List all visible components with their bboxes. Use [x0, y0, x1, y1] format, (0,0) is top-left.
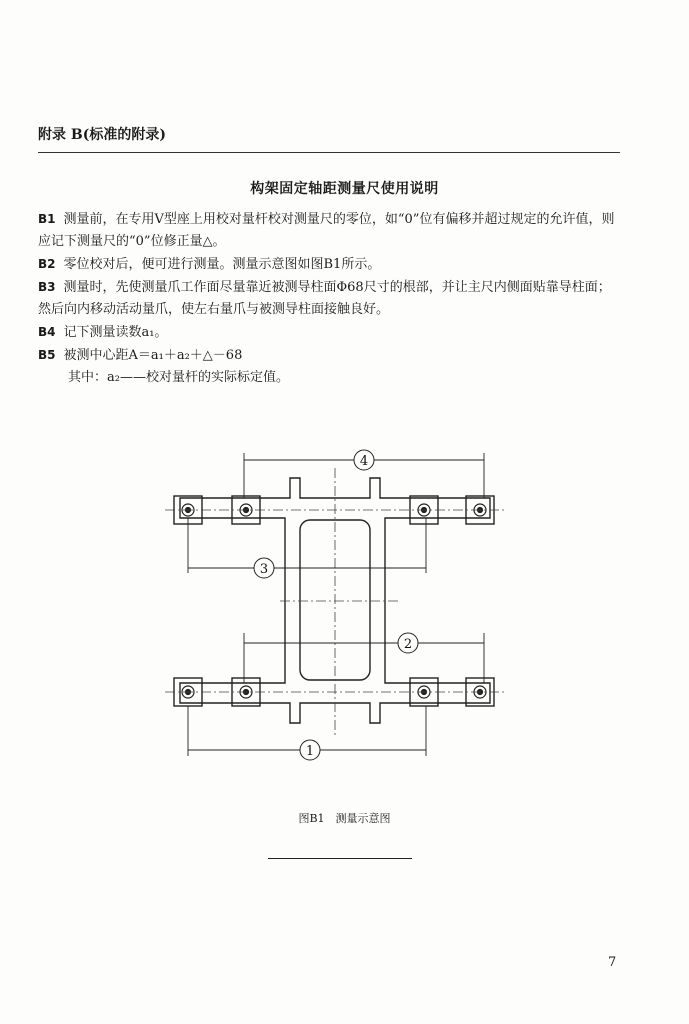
figure-caption: 图B1 测量示意图 — [298, 812, 391, 825]
measurement-diagram — [160, 438, 520, 788]
paragraph-label: B2 — [38, 257, 56, 271]
header-rule — [38, 152, 620, 153]
document-title: 构架固定轴距测量尺使用说明 — [250, 181, 439, 197]
paragraph-label: B5 — [38, 348, 56, 362]
paragraph-b1 — [38, 208, 620, 253]
paragraph-text: 测量前，在专用V型座上用校对量杆校对测量尺的零位，如“0”位有偏移并超过规定的允许值，则应记下测量尺的“0”位修正量△。 — [38, 212, 615, 249]
paragraph-label: B3 — [38, 280, 56, 294]
paragraph-text: 被测中心距A＝a₁＋a₂＋△－68 — [63, 348, 243, 363]
callout-4: 4 — [359, 454, 369, 469]
paragraph-text: 零位校对后，便可进行测量。测量示意图如图B1所示。 — [63, 257, 381, 272]
paragraph-text: 测量时，先使测量爪工作面尽量靠近被测导柱面Φ68尺寸的根部，并让主尺内侧面贴靠导柱面；然后向内移动活动量爪，使左右量爪与被测导柱面接触良好。 — [38, 280, 611, 317]
appendix-title: 附录 B(标准的附录) — [38, 127, 166, 143]
footer-rule — [268, 858, 412, 859]
paragraph-b5 — [38, 344, 620, 367]
paragraph-label: B1 — [38, 212, 56, 226]
paragraph-label: B4 — [38, 325, 56, 339]
paragraph-b3 — [38, 276, 620, 321]
paragraph-b4 — [38, 321, 620, 344]
paragraph-b2 — [38, 253, 620, 276]
paragraph-text: 记下测量读数a₁。 — [63, 325, 168, 340]
callout-3: 3 — [259, 562, 269, 577]
page-number: 7 — [608, 955, 617, 970]
paragraph-note — [38, 367, 620, 389]
body-text — [38, 208, 620, 389]
callout-2: 2 — [403, 637, 413, 652]
paragraph-text: 其中：a₂——校对量杆的实际标定值。 — [68, 370, 289, 385]
callout-1: 1 — [305, 744, 315, 759]
